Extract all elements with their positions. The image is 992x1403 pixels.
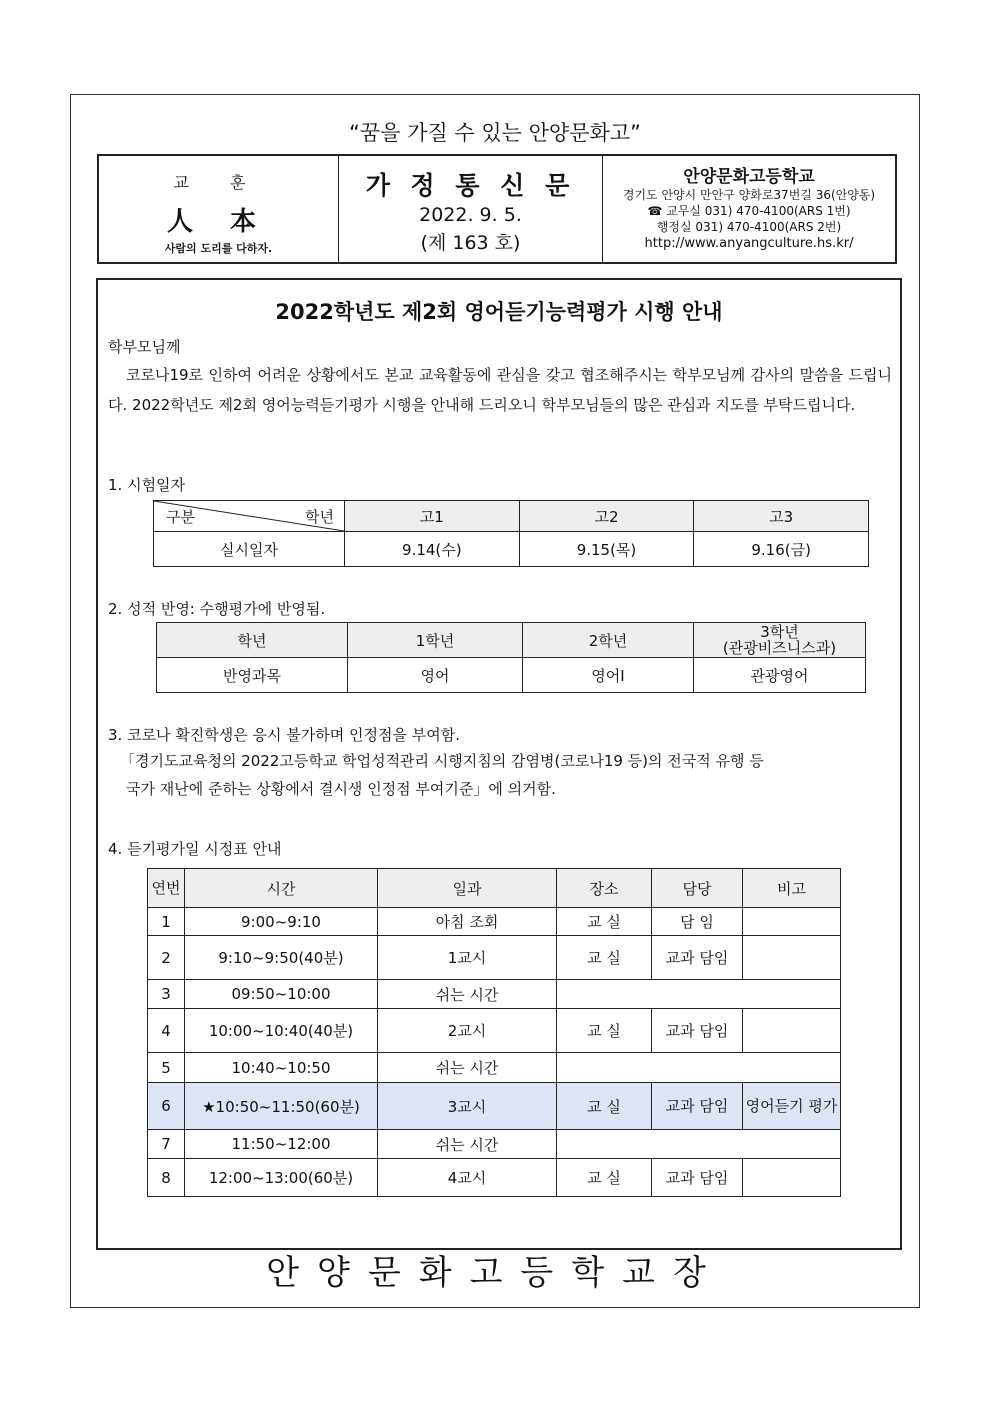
row-label: 실시일자	[154, 532, 345, 567]
corner-cell	[154, 501, 345, 532]
row-time: ★10:50~11:50(60분)	[185, 1083, 378, 1130]
grade-header: 1학년	[348, 623, 523, 658]
col-header: 시간	[185, 869, 378, 908]
notice-title: 2022학년도 제2회 영어듣기능력평가 시행 안내	[275, 300, 723, 324]
row-note	[743, 908, 841, 936]
row-no: 5	[148, 1053, 185, 1083]
grade-3-label: 3학년	[760, 623, 799, 641]
school-name: 안양문화고등학교	[683, 167, 815, 187]
exam-date: 9.16(금)	[694, 532, 869, 567]
document-frame	[70, 94, 920, 1308]
grade-header: 2학년	[523, 623, 694, 658]
row-place: 교 실	[557, 1009, 652, 1053]
table-row	[148, 1130, 841, 1159]
grade-subject-table	[156, 622, 866, 693]
row-task: 아침 조회	[378, 908, 557, 936]
content-box	[96, 278, 902, 1250]
row-staff: 교과 담임	[652, 1009, 743, 1053]
row-no: 4	[148, 1009, 185, 1053]
school-motto: “꿈을 가질 수 있는 안양문화고”	[349, 121, 641, 145]
row-time: 09:50~10:00	[185, 980, 378, 1009]
doc-title: 가 정 통 신 문	[365, 171, 576, 200]
row-empty	[557, 980, 841, 1009]
row-task: 2교시	[378, 1009, 557, 1053]
intro-paragraph: 코로나19로 인하여 어려운 상황에서도 본교 교육활동에 관심을 갖고 협조해주시는 학부모님께 감사의 말씀을 드립니다. 2022학년도 제2회 영어능력듣기평가 시행을 안내해 드리오니 학부모님들의 많은 관심과 지도를 부탁드립니다.	[108, 366, 892, 414]
school-info-cell	[603, 156, 895, 262]
exam-date: 9.14(수)	[345, 532, 520, 567]
schedule-table	[147, 868, 841, 1197]
school-address: 경기도 안양시 만안구 양화로37번길 36(안양동)	[622, 188, 876, 202]
row-place: 교 실	[557, 1159, 652, 1197]
section1-heading: 1. 시험일자	[108, 476, 186, 494]
row-staff: 교과 담임	[652, 1083, 743, 1130]
row-no: 3	[148, 980, 185, 1009]
section3-line-2: 국가 재난에 준하는 상황에서 결시생 인정점 부여기준」에 의거함.	[126, 780, 556, 798]
row-note: 영어듣기 평가	[743, 1083, 841, 1130]
row-staff: 담 임	[652, 908, 743, 936]
corner-right-label: 학년	[305, 508, 334, 526]
section3-heading: 3. 코로나 확진학생은 응시 불가하며 인정점을 부여함.	[108, 726, 460, 744]
row-label: 반영과목	[157, 658, 348, 693]
corner-left-label: 구분	[166, 508, 195, 526]
col-header: 장소	[557, 869, 652, 908]
grade-header: 고2	[519, 501, 694, 532]
doc-date: 2022. 9. 5.	[419, 204, 522, 226]
principal-signature: 안양문화고등학교장	[266, 1253, 724, 1293]
school-phone-1: ☎ 교무실 031) 470-4100(ARS 1번)	[647, 204, 851, 218]
row-task: 쉬는 시간	[378, 1130, 557, 1159]
row-staff: 교과 담임	[652, 936, 743, 980]
row-note	[743, 1159, 841, 1197]
row-no: 7	[148, 1130, 185, 1159]
school-phone-2: 행정실 031) 470-4100(ARS 2번)	[656, 220, 842, 234]
greeting: 학부모님께	[108, 338, 181, 356]
header-box	[97, 154, 897, 264]
row-place: 교 실	[557, 1083, 652, 1130]
row-no: 6	[148, 1083, 185, 1130]
exam-date: 9.15(목)	[519, 532, 694, 567]
row-time: 9:00~9:10	[185, 908, 378, 936]
row-note	[743, 1009, 841, 1053]
row-no: 1	[148, 908, 185, 936]
row-task: 1교시	[378, 936, 557, 980]
motto-sub: 사람의 도리를 다하자.	[164, 242, 273, 255]
table-row	[148, 1053, 841, 1083]
row-place: 교 실	[557, 936, 652, 980]
doc-issue: (제 163 호)	[420, 232, 521, 254]
table-row-highlighted	[148, 1083, 841, 1130]
grade-header	[694, 623, 866, 658]
motto-cell	[99, 156, 339, 262]
subject-cell: 관광영어	[694, 658, 866, 693]
row-staff: 교과 담임	[652, 1159, 743, 1197]
row-no: 8	[148, 1159, 185, 1197]
motto-main: 人 本	[166, 207, 271, 237]
subject-cell: 영어Ⅰ	[523, 658, 694, 693]
table-row	[148, 936, 841, 980]
section4-heading: 4. 듣기평가일 시정표 안내	[108, 840, 282, 858]
doc-title-cell	[339, 156, 603, 262]
row-time: 12:00~13:00(60분)	[185, 1159, 378, 1197]
row-task: 쉬는 시간	[378, 980, 557, 1009]
row-time: 10:00~10:40(40분)	[185, 1009, 378, 1053]
grade-header: 고3	[694, 501, 869, 532]
table-row	[148, 980, 841, 1009]
school-website: http://www.anyangculture.hs.kr/	[644, 236, 854, 251]
table-row	[148, 908, 841, 936]
row-task: 3교시	[378, 1083, 557, 1130]
section3-line-1: 「경기도교육청의 2022고등학교 학업성적관리 시행지침의 감염병(코로나19 등)의 전국적 유행 등	[120, 752, 764, 770]
row-task: 4교시	[378, 1159, 557, 1197]
motto-label: 교 훈	[173, 173, 264, 192]
row-task: 쉬는 시간	[378, 1053, 557, 1083]
row-no: 2	[148, 936, 185, 980]
grade-3-dept: (관광비즈니스과)	[722, 639, 837, 657]
subject-cell: 영어	[348, 658, 523, 693]
col-header: 일과	[378, 869, 557, 908]
col-header: 비고	[743, 869, 841, 908]
table-row	[148, 1009, 841, 1053]
col-header: 담당	[652, 869, 743, 908]
row-empty	[557, 1130, 841, 1159]
row-time: 9:10~9:50(40분)	[185, 936, 378, 980]
row-place: 교 실	[557, 908, 652, 936]
grade-header: 학년	[157, 623, 348, 658]
row-time: 10:40~10:50	[185, 1053, 378, 1083]
table-row	[148, 1159, 841, 1197]
row-time: 11:50~12:00	[185, 1130, 378, 1159]
exam-date-table	[153, 500, 869, 567]
section2-heading: 2. 성적 반영: 수행평가에 반영됨.	[108, 600, 326, 618]
grade-header: 고1	[345, 501, 520, 532]
col-header: 연번	[148, 869, 185, 908]
row-empty	[557, 1053, 841, 1083]
row-note	[743, 936, 841, 980]
